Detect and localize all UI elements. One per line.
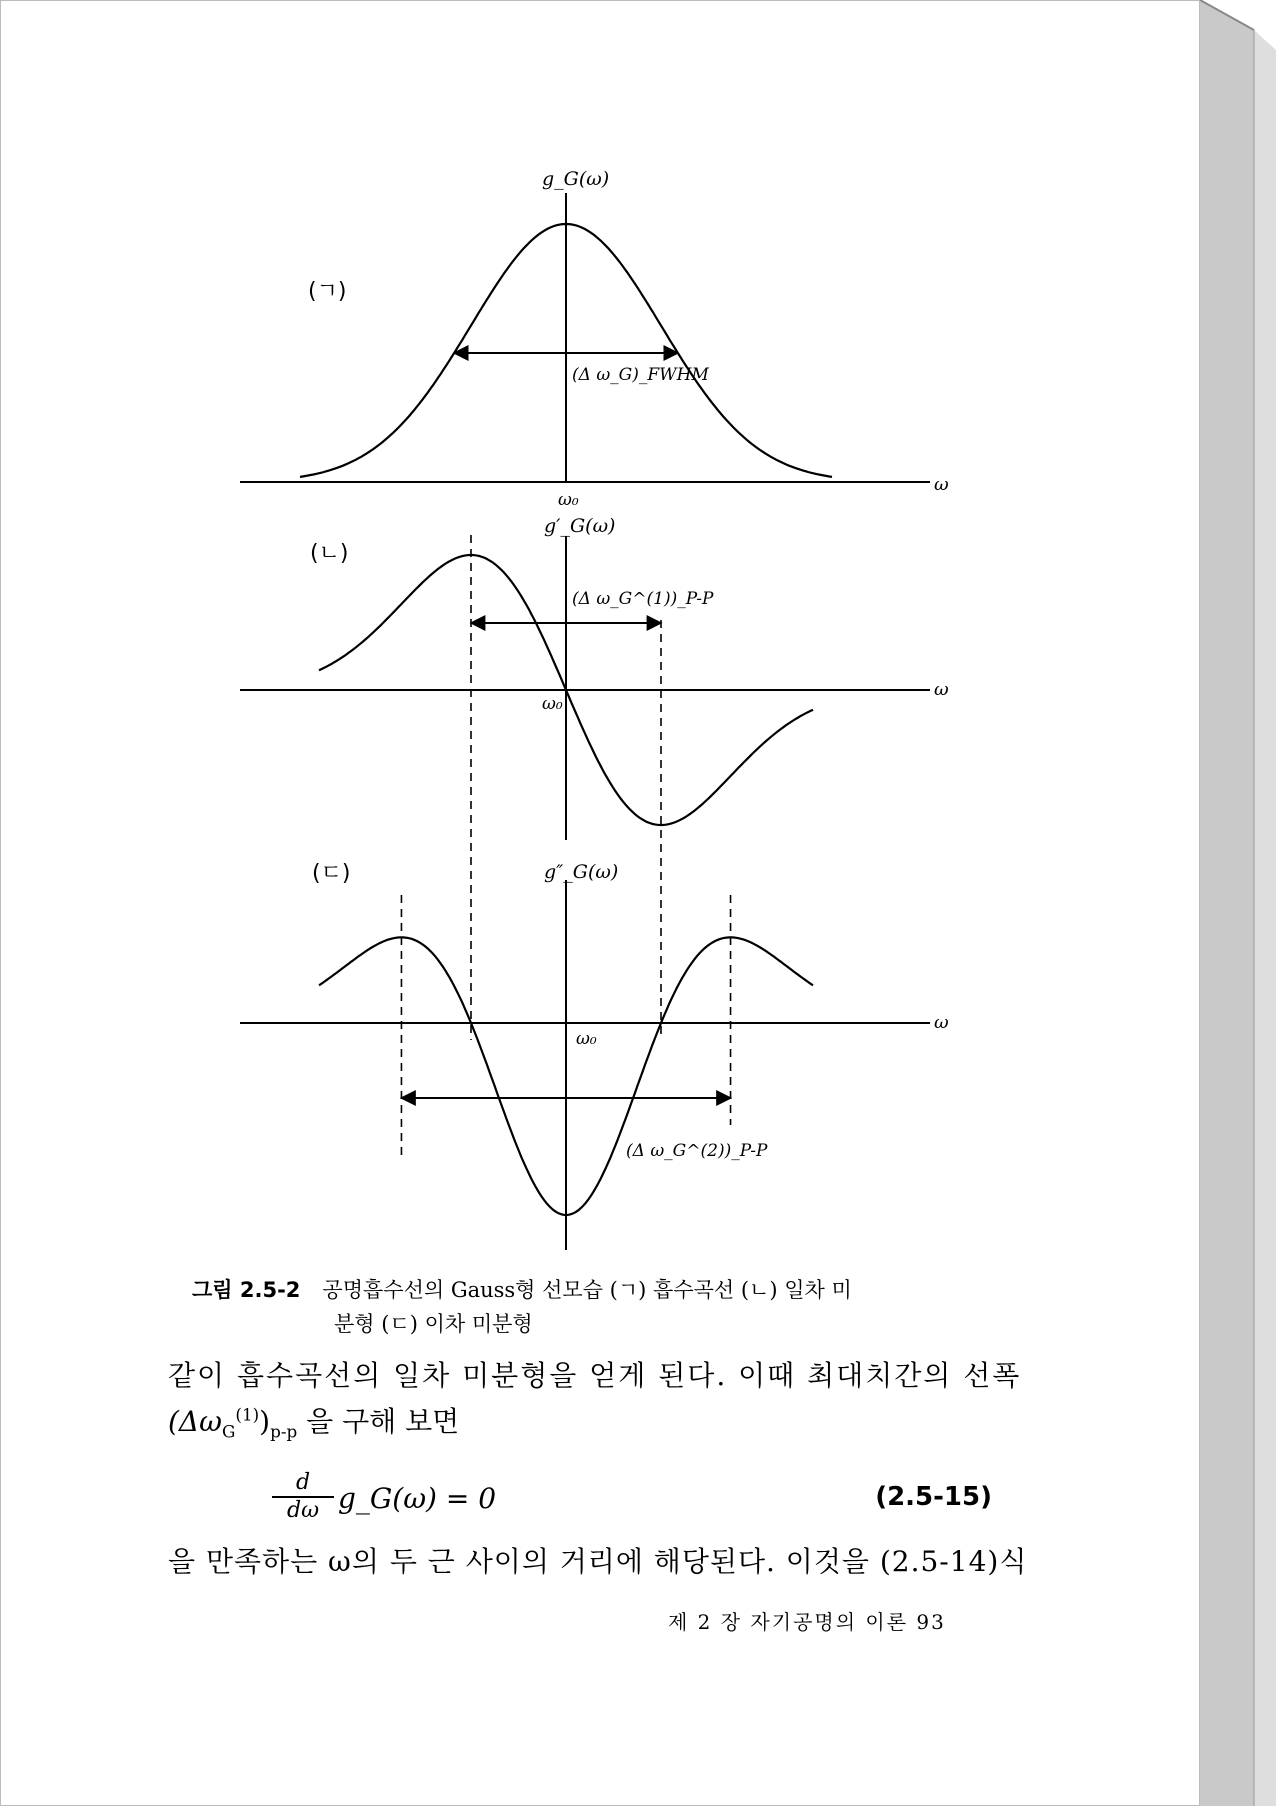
equation-number: (2.5-15) [875,1482,992,1512]
page-footer: 제 2 장 자기공명의 이론 93 [668,1610,946,1634]
fraction-denominator: dω [286,1498,320,1523]
figure-caption-line1 [192,1274,852,1304]
body-paragraph-line3: 을 만족하는 ω의 두 근 사이의 거리에 해당된다. 이것을 (2.5-14)식 [168,1545,1028,1578]
body-line2-text: 을 구해 보면 [306,1405,460,1438]
body-paragraph-line2: $(\Delta\omega_G^{(1)})_{p-p}$ 을 구해 보면 [168,1404,460,1442]
panel-label-c: (ㄷ) [312,861,351,886]
origin-label-c: ω₀ [576,1029,597,1049]
equation-2-5-15 [272,1466,992,1536]
xlabel-b: ω [934,679,949,700]
width-label-b: (Δ ω_G^(1))_P-P [572,589,714,609]
xlabel-c: ω [934,1012,949,1033]
linewidth-symbol: (Δω [168,1405,222,1438]
equation-expression: g_G(ω) = 0 [338,1482,497,1515]
origin-label-b: ω₀ [542,694,563,714]
fraction-numerator: d [272,1470,334,1498]
origin-label-a: ω₀ [558,490,579,510]
panel-label-b: (ㄴ) [310,541,349,566]
width-label-a: (Δ ω_G)_FWHM [572,365,709,385]
width-label-c: (Δ ω_G^(2))_P-P [626,1141,768,1161]
xlabel-a: ω [934,474,949,495]
ylabel-c: g″_G(ω) [544,861,619,883]
panel-label-a: (ㄱ) [308,279,347,304]
caption-text-1: 공명흡수선의 Gauss형 선모습 (ㄱ) 흡수곡선 (ㄴ) 일차 미 [322,1278,852,1302]
ylabel-b: g′_G(ω) [544,515,616,537]
ylabel-a: g_G(ω) [542,168,610,190]
figure-caption-line2: 분형 (ㄷ) 이차 미분형 [334,1312,533,1336]
figure-number: 그림 2.5-2 [192,1278,301,1302]
derivative-fraction [272,1470,334,1524]
page-edge-shadow [1200,0,1276,1806]
body-paragraph-line1: 같이 흡수곡선의 일차 미분형을 얻게 된다. 이때 최대치간의 선폭 [168,1359,1022,1392]
